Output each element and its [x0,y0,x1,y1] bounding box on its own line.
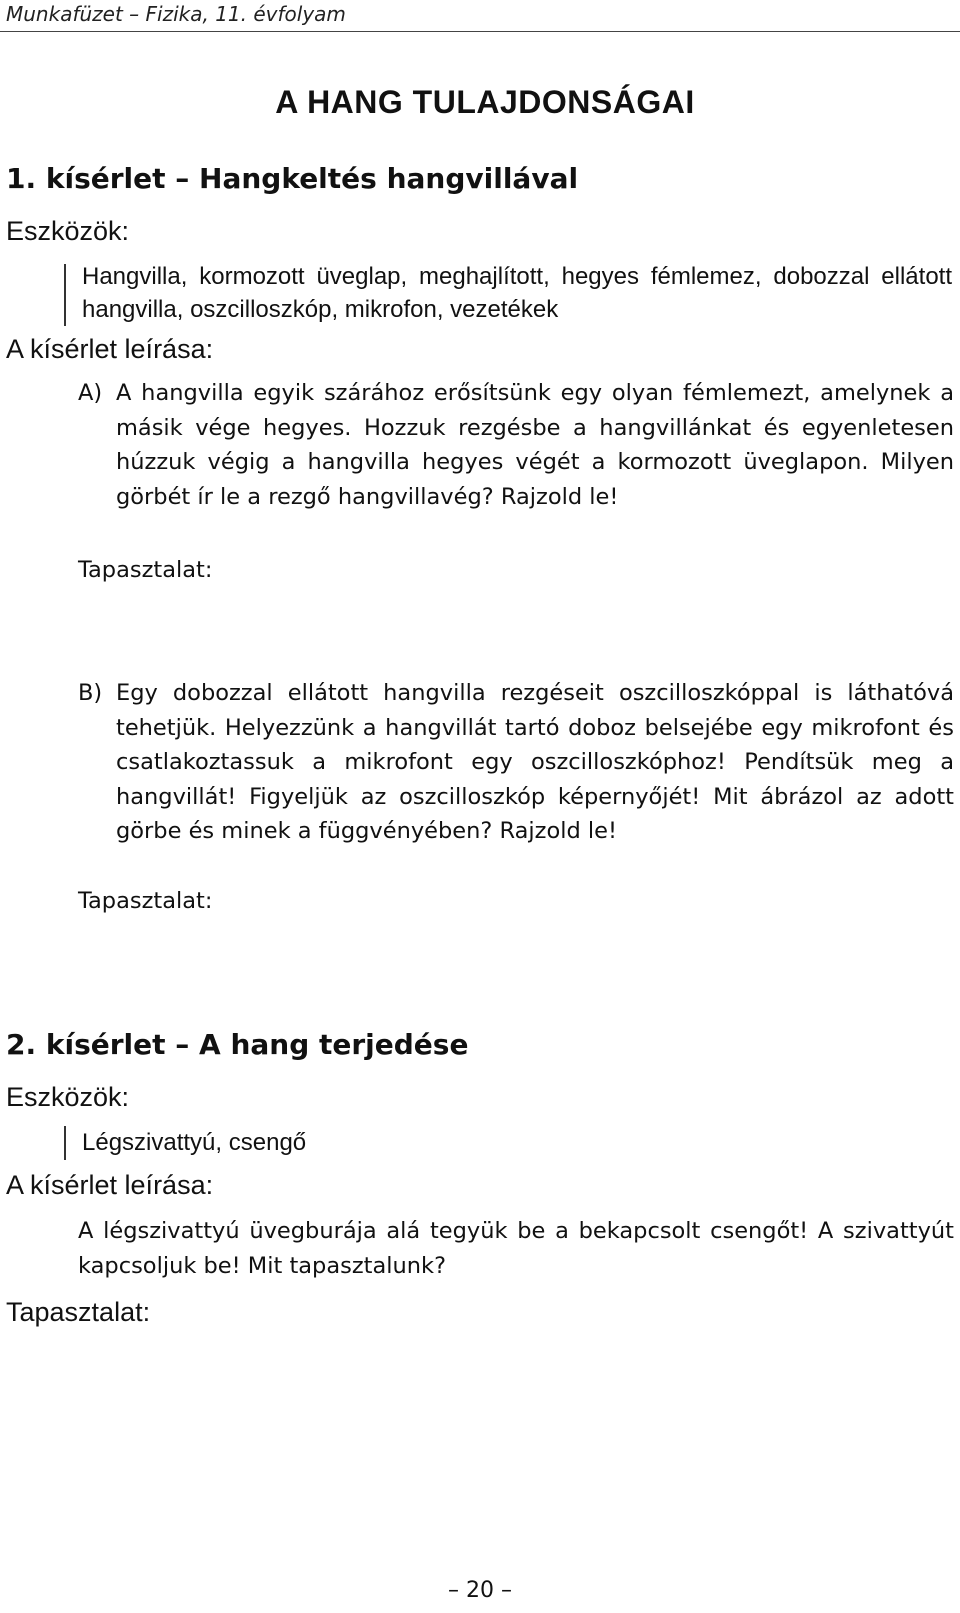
part-b-observation-label: Tapasztalat: [78,888,213,914]
experiment-2-tools: Légszivattyú, csengő [82,1129,307,1156]
experiment-1-description-label: A kísérlet leírása: [6,334,214,364]
part-b-marker: B) [78,680,103,706]
part-a-observation-label: Tapasztalat: [78,557,213,583]
experiment-1-tools-bar [64,264,66,326]
experiment-2-description: A légszivattyú üvegburája alá tegyük be a bekapcsolt csengőt! A szivattyút kapcsoljuk be! Mit tapasztalunk? [78,1218,954,1279]
experiment-1-part-a [78,376,954,514]
page-number: – 20 – [448,1578,512,1603]
experiment-2-title: 2. kísérlet – A hang terjedése [6,1028,469,1061]
experiment-1-tools-label: Eszközök: [6,216,130,246]
header-rule [0,31,960,32]
experiment-2-tools-bar [64,1126,66,1160]
experiment-1-tools: Hangvilla, kormozott üveglap, meghajlított, hegyes fémlemez, dobozzal ellátott hangvilla, oszcilloszkóp, mikrofon, vezetékek [82,263,952,323]
page-title: A HANG TULAJDONSÁGAI [275,84,695,120]
experiment-1-title: 1. kísérlet – Hangkeltés hangvillával [6,162,579,195]
experiment-2-observation-label: Tapasztalat: [6,1297,151,1327]
experiment-2-tools-label: Eszközök: [6,1082,130,1112]
part-a-marker: A) [78,380,103,406]
experiment-1-part-b [78,676,954,849]
part-a-text: A hangvilla egyik szárához erősítsünk egy olyan fémlemezt, amelynek a másik vége hegyes. Hozzuk rezgésbe a hangvillánkat és egyenletesen húzzuk végig a hangvilla hegyes végét a kormozott üveglapon. Milyen görbét ír le a rezgő hangvillavég? Rajzold le! [116,380,954,510]
part-b-text: Egy dobozzal ellátott hangvilla rezgéseit oszcilloszkóppal is láthatóvá tehetjük. Helyezzünk a hangvillát tartó doboz belsejébe egy mikrofont és csatlakoztassuk a mikrofont egy oszcilloszkóphoz! Pendítsük meg a hangvillát! Figyeljük az oszcilloszkóp képernyőjét! Mit ábrázol az adott görbe és minek a függvényében? Rajzold le! [116,680,954,844]
running-header: Munkafüzet – Fizika, 11. évfolyam [6,2,346,26]
experiment-2-description-label: A kísérlet leírása: [6,1170,214,1200]
